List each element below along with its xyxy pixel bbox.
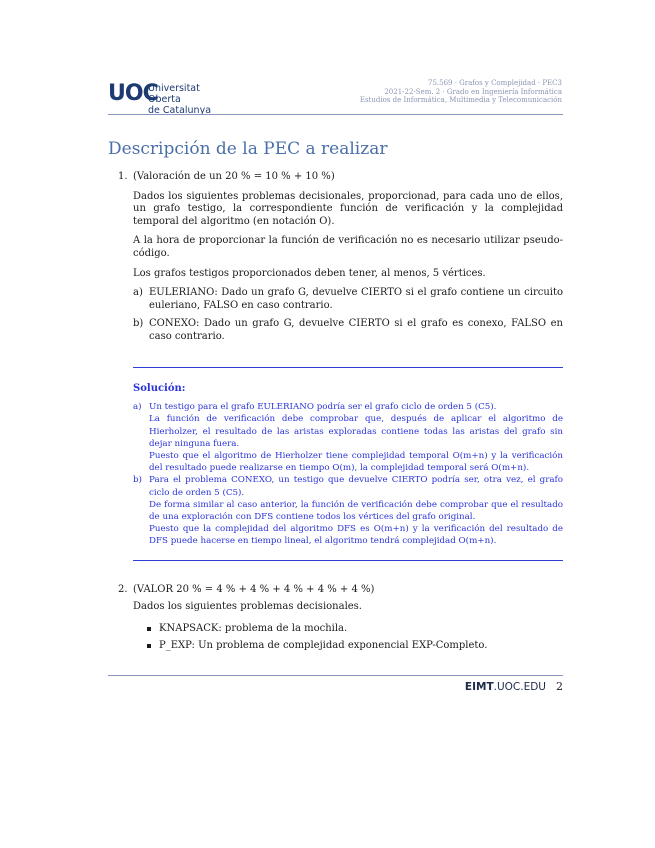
header-divider <box>108 114 563 115</box>
footer-eimt: EIMT <box>464 681 494 693</box>
solution-a-line-2: La función de verificación debe comprobar que, después de aplicar el algoritmo de Hierholzer, el resultado de las aristas exploradas contiene todas las aristas del grafo sin dejar ninguna fuera. <box>149 414 563 449</box>
logo-line-1: Universitat Oberta <box>148 83 200 105</box>
solution-bottom-rule <box>133 560 563 561</box>
question-2-heading: (VALOR 20 % = 4 % + 4 % + 4 % + 4 % + 4 %) <box>133 583 375 595</box>
solution-title: Solución: <box>133 382 186 394</box>
header-studies: Estudios de Informática, Multimedia y Telecomunicación <box>359 96 562 104</box>
header-info <box>360 79 562 105</box>
footer <box>465 680 563 693</box>
document-body <box>108 171 563 653</box>
footer-divider <box>108 675 563 676</box>
question-1-item-b <box>133 318 563 343</box>
section-title: Descripción de la PEC a realizar <box>108 139 388 159</box>
question-1-paragraph-2: A la hora de proporcionar la función de verificación no es necesario utilizar pseudo-código. <box>133 235 563 259</box>
solution-b-label: b) <box>133 475 142 486</box>
header-course: 75.569 · Grafos y Complejidad · PEC3 <box>427 79 562 87</box>
solution-a-label: a) <box>133 402 142 413</box>
header-semester: 2021-22-Sem. 2 · Grado en Ingeniería Informática <box>384 87 562 96</box>
item-b-text: CONEXO: Dado un grafo G, devuelve CIERTO si el grafo es conexo, FALSO en caso contrario. <box>149 318 563 342</box>
bullet-icon <box>147 644 151 648</box>
solution-a-line-3: Puesto que el algoritmo de Hierholzer tiene complejidad temporal O(m+n) y la verificación del resultado puede realizarse en tiempo O(m), la complejidad temporal será O(m+n). <box>149 450 563 474</box>
uoc-logo <box>108 81 228 116</box>
page-number: 2 <box>556 680 563 693</box>
question-1 <box>108 171 563 344</box>
solution-item-b <box>133 474 563 547</box>
item-a-text: EULERIANO: Dado un grafo G, devuelve CIERTO si el grafo contiene un circuito euleriano, FALSO en caso contrario. <box>149 287 563 311</box>
solution-item-a <box>133 401 563 474</box>
solution-top-rule <box>133 367 563 368</box>
question-1-item-a <box>133 287 563 312</box>
uoc-logo-mark: UOC <box>108 81 158 106</box>
item-b-label: b) <box>133 318 144 330</box>
solution-box <box>108 383 563 548</box>
solution-b-line-1: Para el problema CONEXO, un testigo que devuelve CIERTO podría ser, otra vez, el grafo ciclo de orden 5 (C5). <box>149 475 563 498</box>
question-1-number: 1. <box>118 171 128 182</box>
bullet-text: P_EXP: Un problema de complejidad exponencial EXP-Completo. <box>159 640 488 652</box>
question-2 <box>108 584 563 653</box>
bullet-text: KNAPSACK: problema de la mochila. <box>159 622 348 634</box>
question-2-bullet <box>145 640 563 653</box>
question-2-bullet <box>145 623 563 636</box>
solution-b-line-3: Puesto que la complejidad del algoritmo DFS es O(m+n) y la verificación del resultado de DFS puede hacerse en tiempo lineal, el algoritmo tendrá complejidad O(m+n). <box>149 524 563 547</box>
footer-logo <box>465 680 546 693</box>
logo-line-2: de Catalunya <box>148 105 212 116</box>
question-1-heading: (Valoración de un 20 % = 10 % + 10 %) <box>133 171 335 182</box>
item-a-label: a) <box>133 287 143 299</box>
question-1-paragraph-3: Los grafos testigos proporcionados deben tener, al menos, 5 vértices. <box>133 267 486 279</box>
bullet-icon <box>147 627 151 631</box>
uoc-logo-text <box>148 83 228 116</box>
solution-b-line-2: De forma similar al caso anterior, la función de verificación debe comprobar que el resultado de una exploración con DFS contiene todos los vértices del grafo original. <box>149 499 563 522</box>
question-2-intro: Dados los siguientes problemas decisionales. <box>133 601 362 613</box>
question-1-paragraph-1: Dados los siguientes problemas decisionales, proporcionad, para cada uno de ellos, un grafo testigo, la correspondiente función de verificación y la complejidad temporal del algoritmo (en notación O). <box>133 190 563 227</box>
question-2-number: 2. <box>118 583 128 595</box>
solution-a-line-1: Un testigo para el grafo EULERIANO podría ser el grafo ciclo de orden 5 (C5). <box>149 402 497 413</box>
footer-uoc: .UOC.EDU <box>493 681 546 693</box>
